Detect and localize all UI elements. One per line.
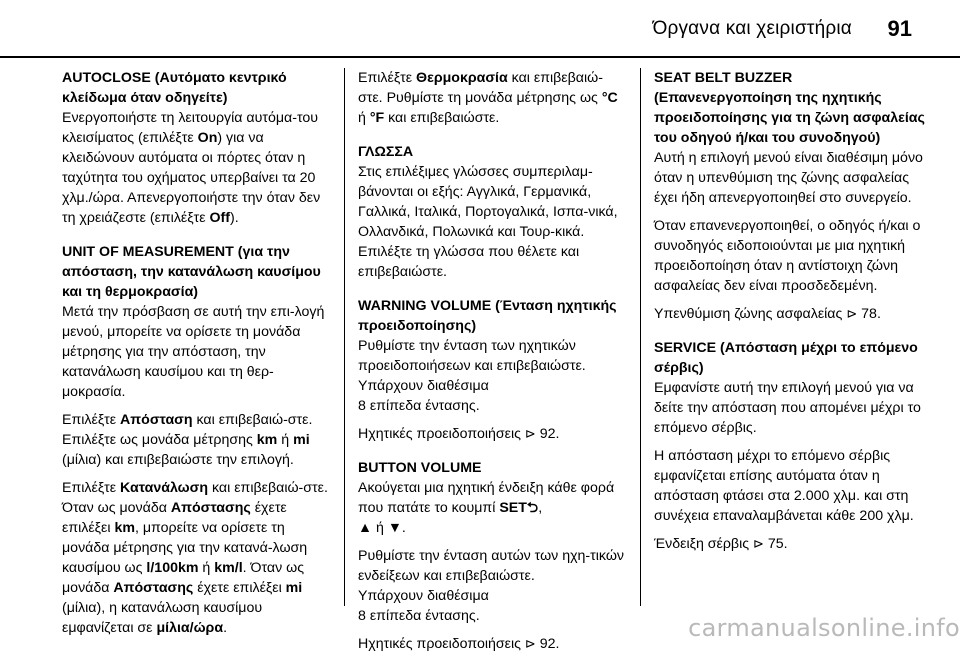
watermark: carmanualsonline.info (688, 614, 960, 642)
back-arrow-icon: ⮌ (526, 500, 539, 516)
button-volume-levels-2: 8 επίπεδα έντασης. (358, 608, 480, 624)
unit-consumption-text: Επιλέξτε Κατανάλωση και επιβεβαιώ-στε. Όταν ως μονάδα Απόστασης έχετε επιλέξει km, μπορείτε να ορίσετε τη μονάδα μέτρησης για την κατανά-λωση καυσίμου ως l/100km ή km/l. Όταν ως μονάδα Απόστασης έχετε επιλέξει mi (μίλια), η κατανάλωση καυσίμου εμφανίζεται σε μίλια/ώρα. (62, 480, 328, 636)
option-on: On (197, 130, 218, 146)
button-volume-levels-1: Υπάρχουν διαθέσιμα (358, 588, 489, 604)
button-volume-reference: Ηχητικές προειδοποιήσεις ⊳ 92. (358, 636, 560, 652)
unit-distance-text: Επιλέξτε Απόσταση και επιβεβαιώ-στε. Επιλέξτε ως μονάδα μέτρησης km ή mi (μίλια) και επιβεβαιώστε την επιλογή. (62, 412, 313, 468)
section-button-volume (358, 458, 626, 654)
service-text-1: Εμφανίστε αυτή την επιλογή μενού για να δείτε την απόσταση που απομένει μέχρι το επόμενο σέρβις. (654, 380, 921, 436)
warning-volume-text: Ρυθμίστε την ένταση των ηχητικών προειδοποιήσεων και επιβεβαιώστε. (358, 338, 586, 374)
page-ref-arrow-icon: ⊳ (846, 306, 858, 321)
seat-belt-text-2: Όταν επανενεργοποιηθεί, ο οδηγός ή/και ο συνοδηγός ειδοποιούνται με μια ηχητική προειδοποίηση όταν η αντίστοιχη ζώνη ασφαλείας δεν είναι προσδεδεμένη. (654, 218, 921, 294)
warning-volume-levels-2: 8 επίπεδα έντασης. (358, 398, 480, 414)
page-ref-arrow-icon: ⊳ (753, 536, 764, 551)
option-off: Off (209, 210, 230, 226)
temperature-text: Επιλέξτε Θερμοκρασία και επιβεβαιώ-στε. Ρυθμίστε τη μονάδα μέτρησης ως °C ή °F και επιβεβαιώστε. (358, 70, 618, 126)
unit-intro-text: Μετά την πρόσβαση σε αυτή την επι-λογή μενού, μπορείτε να ορίσετε τη μονάδα μέτρησης για την απόσταση, την κατανάλωση καυσίμου και τη θερ-μοκρασία. (62, 304, 325, 400)
button-volume-adjust: Ρυθμίστε την ένταση αυτών των ηχη-τικών ενδείξεων και επιβεβαιώστε. (358, 548, 625, 584)
page-header (0, 0, 960, 58)
page-ref-arrow-icon: ⊳ (524, 636, 536, 651)
column-2 (358, 68, 626, 668)
service-reference: Ένδειξη σέρβις ⊳ 75. (654, 536, 788, 552)
seat-belt-heading: SEAT BELT BUZZER (Επανενεργοποίηση της ηχητικής προειδοποίησης για τη ζώνη ασφαλείας του οδηγού ή/και του συνοδηγού) (654, 70, 925, 146)
service-heading: SERVICE (Απόσταση μέχρι το επόμενο σέρβις) (654, 340, 918, 376)
unit-heading: UNIT OF MEASUREMENT (για την απόσταση, την κατανάλωση καυσίμου και τη θερμοκρασία) (62, 244, 321, 300)
page-ref-arrow-icon: ⊳ (524, 426, 536, 441)
page-title: Όργανα και χειριστήρια (652, 18, 852, 39)
section-temperature (358, 68, 626, 128)
language-text: Στις επιλέξιμες γλώσσες συμπεριλαμ-βάνονται οι εξής: Αγγλικά, Γερμανικά, Γαλλικά, Ιταλικά, Πορτογαλικά, Ισπα-νικά, Ολλανδικά, Πολωνικά και Τουρ-κικά. Επιλέξτε τη γλώσσα που θέλετε και επιβεβαιώστε. (358, 164, 618, 280)
column-divider-2 (640, 68, 641, 606)
autoclose-heading: AUTOCLOSE (Αυτόματο κεντρικό κλείδωμα όταν οδηγείτε) (62, 70, 287, 106)
column-divider-1 (344, 68, 345, 606)
seat-belt-text-1: Αυτή η επιλογή μενού είναι διαθέσιμη μόνο όταν η υπενθύμιση της ζώνης ασφαλείας έχει ήδη απενεργοποιηθεί στο συνεργείο. (654, 150, 923, 206)
section-service (654, 338, 926, 554)
autoclose-text: Ενεργοποιήστε τη λειτουργία αυτόμα-του κλεισίματος (επιλέξτε On) για να κλειδώνουν αυτόματα οι πόρτες όταν η ταχύτητα του οχήματος υπερβαίνει τα 20 χλμ./ώρα. Απενεργοποιήστε την όταν δεν τη χρειάζεστε (επιλέξτε Off). (62, 110, 321, 226)
section-unit-of-measurement (62, 242, 332, 638)
warning-volume-heading: WARNING VOLUME (Ένταση ηχητικής προειδοποίησης) (358, 298, 617, 334)
button-volume-heading: BUTTON VOLUME (358, 460, 482, 476)
page-number: 91 (887, 16, 912, 41)
seat-belt-reference: Υπενθύμιση ζώνης ασφαλείας ⊳ 78. (654, 306, 881, 322)
language-heading: ΓΛΩΣΣΑ (358, 144, 414, 160)
header-divider (0, 56, 960, 58)
column-1 (62, 68, 332, 652)
button-volume-text: Ακούγεται μια ηχητική ένδειξη κάθε φορά που πατάτε το κουμπί SET⮌, ▲ ή ▼. (358, 480, 615, 536)
service-text-2: Η απόσταση μέχρι το επόμενο σέρβις εμφανίζεται επίσης αυτόματα όταν η απόσταση φτάσει στα 2.000 χλμ. και στη συνέχεια επαναλαμβάνεται κάθε 200 χλμ. (654, 448, 914, 524)
section-autoclose (62, 68, 332, 228)
warning-volume-levels-1: Υπάρχουν διαθέσιμα (358, 378, 489, 394)
section-seat-belt-buzzer (654, 68, 926, 324)
section-language (358, 142, 626, 282)
column-3 (654, 68, 926, 568)
warning-volume-reference: Ηχητικές προειδοποιήσεις ⊳ 92. (358, 426, 560, 442)
section-warning-volume (358, 296, 626, 444)
